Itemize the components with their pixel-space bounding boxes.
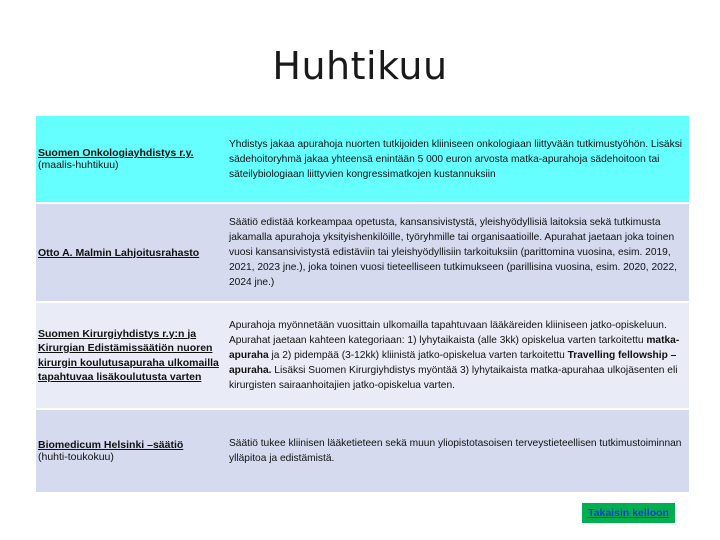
grant-type-fellowship: Travelling fellowship – apuraha. bbox=[229, 350, 677, 376]
grant-type-travel: matka-apuraha bbox=[229, 335, 680, 361]
org-link-onkologiayhdistys[interactable]: Suomen Onkologiayhdistys r.y. bbox=[38, 147, 194, 159]
grant-description-part: Lisäksi Suomen Kirurgiyhdistys myöntää 3) lyhytaikaista matka-apurahaa ulkojäsenten eli kirurgisten sairaanhoitajien jatko-opiskelua varten. bbox=[229, 365, 678, 391]
description-cell bbox=[226, 303, 689, 408]
description-cell bbox=[226, 204, 689, 301]
org-cell bbox=[36, 410, 226, 492]
grant-description bbox=[229, 318, 685, 393]
page-title: Huhtikuu bbox=[272, 44, 448, 88]
application-period: (huhti-toukokuu) bbox=[38, 451, 114, 463]
org-cell bbox=[36, 204, 226, 301]
grant-description: Yhdistys jakaa apurahoja nuorten tutkijoiden kliiniseen onkologiaan liittyvään tutkimustyöhön. Lisäksi sädehoitoryhmä jakaa yhteensä enintään 5 000 euron arvosta matka-apurahoja sädehoitoon tai säteilybiologiaan liittyvien kongressimatkojen kustannuksiin bbox=[229, 138, 683, 180]
table-row bbox=[36, 116, 689, 204]
grant-table bbox=[36, 116, 689, 494]
org-cell bbox=[36, 303, 226, 408]
description-cell bbox=[226, 116, 689, 202]
org-link-kirurgiyhdistys[interactable]: Suomen Kirurgiyhdistys r.y:n ja Kirurgian Edistämissäätiön nuoren kirurgin koulutusapuraha ulkomailla tapahtuvaa lisäkoulutusta varten bbox=[38, 327, 219, 383]
grant-description: Säätiö tukee kliinisen lääketieteen sekä muun yliopistotasoisen terveystieteellisen tutkimustoiminnan ylläpitoa ja edistämistä. bbox=[229, 438, 682, 464]
description-cell bbox=[226, 410, 689, 492]
grant-description-part: ja 2) pidempää (3-12kk) kliinistä jatko-opiskelua varten tarkoitettu bbox=[268, 350, 568, 361]
org-cell bbox=[36, 116, 226, 202]
grant-description-part: Apurahoja myönnetään vuosittain ulkomailla tapahtuvaan lääkäreiden kliiniseen jatko-opiskeluun. Apurahat jaetaan kahteen kategoriaan: 1) lyhytaikaista (alle 3kk) opiskelua varten tarkoitettu bbox=[229, 320, 667, 346]
table-row bbox=[36, 303, 689, 410]
org-link-malmin-rahasto[interactable]: Otto A. Malmin Lahjoitusrahasto bbox=[38, 246, 200, 259]
back-to-clock-button[interactable]: Takaisin kelloon bbox=[582, 503, 675, 523]
application-period: (maalis-huhtikuu) bbox=[38, 159, 119, 171]
org-link-biomedicum[interactable]: Biomedicum Helsinki –säätiö bbox=[38, 439, 184, 451]
table-row bbox=[36, 410, 689, 494]
grant-description: Säätiö edistää korkeampaa opetusta, kansansivistystä, yleishyödyllisiä laitoksia sekä tutkimusta jakamalla apurahoja yksityishenkilöille, työryhmille tai organisaatioille. Apurahat jaetaan joka toinen vuosi kansansivistystä edistäviin tai yleishyödyllisiin tarkoituksiin (parittomina vuosina, esim. 2019, 2021, 2023 jne.), joka toinen vuosi tieteelliseen tutkimukseen (parillisina vuosina, esim. 2020, 2022, 2024 jne.) bbox=[229, 217, 677, 288]
table-row bbox=[36, 204, 689, 303]
